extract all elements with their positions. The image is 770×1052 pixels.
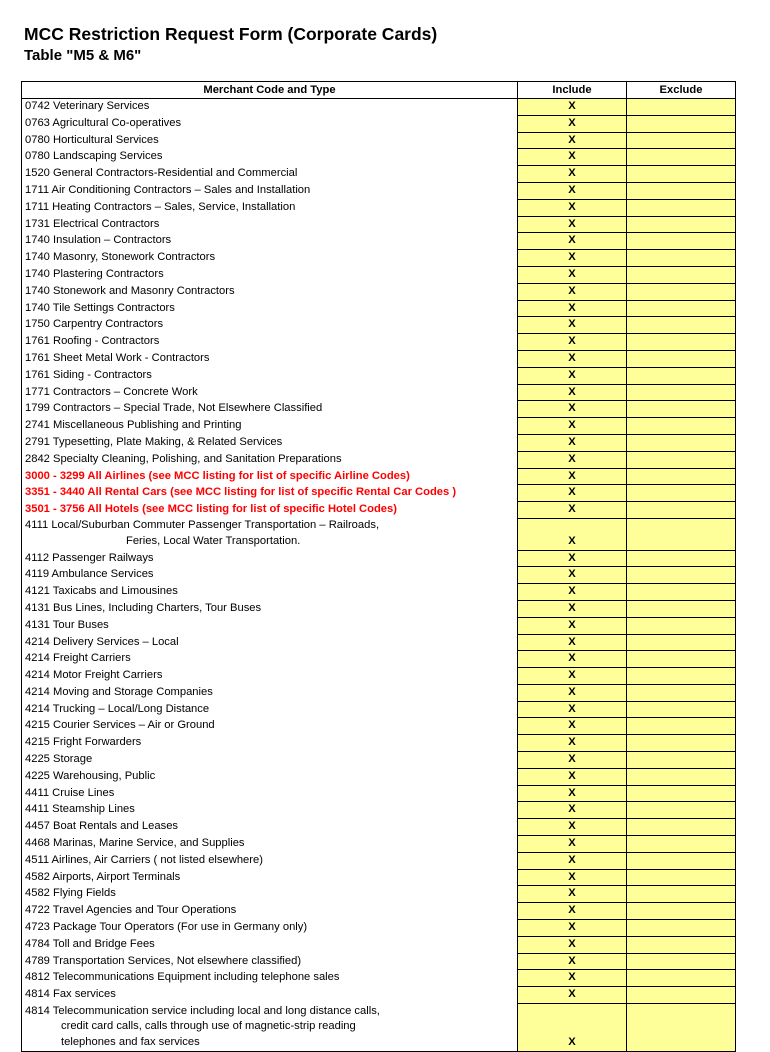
table-row [22, 987, 736, 1004]
include-checkbox-cell[interactable] [518, 132, 627, 149]
include-checkbox-cell[interactable] [518, 250, 627, 267]
merchant-code-line: 4814 Telecommunication service including local and long distance calls, [25, 1004, 380, 1017]
include-checkbox-cell[interactable] [518, 970, 627, 987]
merchant-code-cell: 3501 - 3756 All Hotels (see MCC listing for list of specific Hotel Codes) [22, 502, 518, 519]
exclude-checkbox-cell[interactable] [627, 149, 736, 166]
include-mark: X [568, 971, 576, 984]
include-checkbox-cell[interactable] [518, 451, 627, 468]
include-checkbox-cell[interactable] [518, 485, 627, 502]
merchant-code-cell: 4214 Moving and Storage Companies [22, 684, 518, 701]
include-mark: X [568, 368, 576, 381]
include-checkbox-cell[interactable] [518, 550, 627, 567]
include-checkbox-cell[interactable] [518, 701, 627, 718]
include-checkbox-cell[interactable] [518, 182, 627, 199]
table-row [22, 768, 736, 785]
exclude-checkbox-cell[interactable] [627, 317, 736, 334]
table-row [22, 434, 736, 451]
exclude-checkbox-cell[interactable] [627, 819, 736, 836]
exclude-checkbox-cell[interactable] [627, 920, 736, 937]
table-row [22, 970, 736, 987]
table-subtitle: Table "M5 & M6" [24, 47, 142, 64]
include-checkbox-cell[interactable] [518, 651, 627, 668]
exclude-checkbox-cell[interactable] [627, 182, 736, 199]
exclude-checkbox-cell[interactable] [627, 567, 736, 584]
include-mark: X [568, 803, 576, 816]
table-row [22, 350, 736, 367]
include-checkbox-cell[interactable] [518, 149, 627, 166]
form-title: MCC Restriction Request Form (Corporate Cards) [24, 24, 438, 44]
table-row [22, 701, 736, 718]
table-row [22, 468, 736, 485]
include-checkbox-cell[interactable] [518, 99, 627, 116]
exclude-checkbox-cell[interactable] [627, 718, 736, 735]
include-checkbox-cell[interactable] [518, 752, 627, 769]
include-checkbox-cell[interactable] [518, 166, 627, 183]
include-checkbox-cell[interactable] [518, 418, 627, 435]
include-mark: X [568, 251, 576, 264]
exclude-checkbox-cell[interactable] [627, 600, 736, 617]
merchant-code-cell [22, 518, 518, 550]
table-row [22, 199, 736, 216]
merchant-code-cell: 1731 Electrical Contractors [22, 216, 518, 233]
include-mark: X [568, 820, 576, 833]
exclude-checkbox-cell[interactable] [627, 502, 736, 519]
merchant-code-line: telephones and fax services [61, 1036, 200, 1049]
merchant-code-cell: 4112 Passenger Railways [22, 550, 518, 567]
table-row [22, 518, 736, 550]
merchant-code-cell: 1761 Siding - Contractors [22, 367, 518, 384]
include-mark: X [568, 402, 576, 415]
merchant-code-line: 4111 Local/Suburban Commuter Passenger Transportation – Railroads, [25, 519, 380, 532]
include-checkbox-cell[interactable] [518, 283, 627, 300]
include-checkbox-cell[interactable] [518, 233, 627, 250]
exclude-checkbox-cell[interactable] [627, 199, 736, 216]
header-row [22, 82, 736, 99]
table-row [22, 418, 736, 435]
exclude-checkbox-cell[interactable] [627, 115, 736, 132]
exclude-checkbox-cell[interactable] [627, 550, 736, 567]
include-mark: X [568, 486, 576, 499]
merchant-code-cell: 4468 Marinas, Marine Service, and Supplies [22, 836, 518, 853]
include-mark: X [568, 702, 576, 715]
exclude-checkbox-cell[interactable] [627, 350, 736, 367]
include-mark: X [568, 234, 576, 247]
include-mark: X [568, 988, 576, 1001]
table-row [22, 819, 736, 836]
merchant-code-cell: 4784 Toll and Bridge Fees [22, 936, 518, 953]
table-row [22, 115, 736, 132]
table-row [22, 869, 736, 886]
include-mark: X [568, 452, 576, 465]
include-mark: X [568, 769, 576, 782]
include-mark: X [568, 685, 576, 698]
table-row [22, 600, 736, 617]
table-row [22, 132, 736, 149]
include-checkbox-cell[interactable] [518, 367, 627, 384]
exclude-checkbox-cell[interactable] [627, 166, 736, 183]
exclude-checkbox-cell[interactable] [627, 836, 736, 853]
include-checkbox-cell[interactable] [518, 317, 627, 334]
exclude-checkbox-cell[interactable] [627, 701, 736, 718]
merchant-code-cell: 4214 Motor Freight Carriers [22, 668, 518, 685]
include-checkbox-cell[interactable] [518, 735, 627, 752]
table-row [22, 684, 736, 701]
merchant-code-cell: 4582 Flying Fields [22, 886, 518, 903]
merchant-code-cell: 3000 - 3299 All Airlines (see MCC listing for list of specific Airline Codes) [22, 468, 518, 485]
merchant-code-cell: 1740 Masonry, Stonework Contractors [22, 250, 518, 267]
table-row [22, 953, 736, 970]
exclude-checkbox-cell[interactable] [627, 768, 736, 785]
table-row [22, 216, 736, 233]
merchant-code-line: credit card calls, calls through use of magnetic-strip reading [61, 1020, 356, 1033]
include-mark: X [568, 335, 576, 348]
include-checkbox-cell[interactable] [518, 518, 627, 550]
include-checkbox-cell[interactable] [518, 886, 627, 903]
merchant-code-cell: 2842 Specialty Cleaning, Polishing, and Sanitation Preparations [22, 451, 518, 468]
exclude-checkbox-cell[interactable] [627, 802, 736, 819]
include-mark: X [568, 669, 576, 682]
exclude-checkbox-cell[interactable] [627, 651, 736, 668]
include-checkbox-cell[interactable] [518, 115, 627, 132]
exclude-checkbox-cell[interactable] [627, 634, 736, 651]
include-mark: X [568, 385, 576, 398]
table-row [22, 317, 736, 334]
include-mark: X [568, 753, 576, 766]
include-mark: X [568, 217, 576, 230]
include-mark: X [568, 351, 576, 364]
exclude-checkbox-cell[interactable] [627, 970, 736, 987]
merchant-code-cell: 4411 Steamship Lines [22, 802, 518, 819]
merchant-code-cell: 4789 Transportation Services, Not elsewhere classified) [22, 953, 518, 970]
include-mark: X [568, 887, 576, 900]
merchant-code-line: Feries, Local Water Transportation. [126, 535, 301, 548]
exclude-checkbox-cell[interactable] [627, 987, 736, 1004]
exclude-checkbox-cell[interactable] [627, 684, 736, 701]
merchant-code-cell: 4131 Bus Lines, Including Charters, Tour Buses [22, 600, 518, 617]
exclude-checkbox-cell[interactable] [627, 283, 736, 300]
table-row [22, 802, 736, 819]
include-mark: X [568, 133, 576, 146]
include-checkbox-cell[interactable] [518, 852, 627, 869]
exclude-checkbox-cell[interactable] [627, 903, 736, 920]
include-checkbox-cell[interactable] [518, 768, 627, 785]
include-mark: X [568, 100, 576, 112]
include-checkbox-cell[interactable] [518, 903, 627, 920]
table-row [22, 550, 736, 567]
table-row [22, 651, 736, 668]
include-mark: X [568, 267, 576, 280]
include-mark: X [568, 551, 576, 564]
include-checkbox-cell[interactable] [518, 718, 627, 735]
merchant-code-cell: 2791 Typesetting, Plate Making, & Related Services [22, 434, 518, 451]
exclude-checkbox-cell[interactable] [627, 886, 736, 903]
exclude-checkbox-cell[interactable] [627, 367, 736, 384]
include-mark: X [568, 904, 576, 917]
include-mark: X [568, 837, 576, 850]
exclude-checkbox-cell[interactable] [627, 1004, 736, 1052]
include-checkbox-cell[interactable] [518, 617, 627, 634]
include-mark: X [568, 736, 576, 749]
include-checkbox-cell[interactable] [518, 600, 627, 617]
merchant-code-cell: 0763 Agricultural Co-operatives [22, 115, 518, 132]
exclude-checkbox-cell[interactable] [627, 434, 736, 451]
exclude-checkbox-cell[interactable] [627, 584, 736, 601]
table-row [22, 752, 736, 769]
merchant-code-cell: 4722 Travel Agencies and Tour Operations [22, 903, 518, 920]
merchant-code-cell: 1761 Sheet Metal Work - Contractors [22, 350, 518, 367]
include-checkbox-cell[interactable] [518, 819, 627, 836]
table-row [22, 502, 736, 519]
table-row [22, 367, 736, 384]
merchant-code-cell: 1740 Stonework and Masonry Contractors [22, 283, 518, 300]
table-row [22, 401, 736, 418]
include-mark: X [568, 1036, 576, 1049]
exclude-checkbox-cell[interactable] [627, 617, 736, 634]
include-mark: X [568, 853, 576, 866]
include-mark: X [568, 568, 576, 581]
exclude-checkbox-cell[interactable] [627, 233, 736, 250]
table-row [22, 836, 736, 853]
table-row [22, 300, 736, 317]
include-mark: X [568, 167, 576, 180]
exclude-checkbox-cell[interactable] [627, 99, 736, 116]
exclude-header: Exclude [627, 82, 736, 99]
table-row [22, 785, 736, 802]
exclude-checkbox-cell[interactable] [627, 300, 736, 317]
include-mark: X [568, 200, 576, 213]
exclude-checkbox-cell[interactable] [627, 266, 736, 283]
mcc-table [21, 81, 736, 1052]
merchant-code-cell: 4214 Freight Carriers [22, 651, 518, 668]
table-row [22, 166, 736, 183]
merchant-code-cell: 4411 Cruise Lines [22, 785, 518, 802]
include-checkbox-cell[interactable] [518, 300, 627, 317]
table-row [22, 334, 736, 351]
merchant-code-cell: 1711 Heating Contractors – Sales, Service, Installation [22, 199, 518, 216]
table-row [22, 920, 736, 937]
include-mark: X [568, 937, 576, 950]
merchant-code-cell: 4131 Tour Buses [22, 617, 518, 634]
exclude-checkbox-cell[interactable] [627, 401, 736, 418]
include-mark: X [568, 719, 576, 732]
include-checkbox-cell[interactable] [518, 634, 627, 651]
exclude-checkbox-cell[interactable] [627, 250, 736, 267]
table-row [22, 451, 736, 468]
include-checkbox-cell[interactable] [518, 434, 627, 451]
table-row [22, 99, 736, 116]
exclude-checkbox-cell[interactable] [627, 869, 736, 886]
include-checkbox-cell[interactable] [518, 199, 627, 216]
include-mark: X [568, 585, 576, 598]
exclude-checkbox-cell[interactable] [627, 485, 736, 502]
exclude-checkbox-cell[interactable] [627, 468, 736, 485]
include-checkbox-cell[interactable] [518, 216, 627, 233]
merchant-code-cell: 1771 Contractors – Concrete Work [22, 384, 518, 401]
table-row [22, 584, 736, 601]
exclude-checkbox-cell[interactable] [627, 668, 736, 685]
include-checkbox-cell[interactable] [518, 334, 627, 351]
exclude-checkbox-cell[interactable] [627, 216, 736, 233]
include-checkbox-cell[interactable] [518, 350, 627, 367]
include-mark: X [568, 954, 576, 967]
include-mark: X [568, 635, 576, 648]
include-mark: X [568, 652, 576, 665]
table-row [22, 718, 736, 735]
include-checkbox-cell[interactable] [518, 468, 627, 485]
table-row [22, 936, 736, 953]
merchant-code-cell: 4582 Airports, Airport Terminals [22, 869, 518, 886]
merchant-code-cell: 0780 Landscaping Services [22, 149, 518, 166]
exclude-checkbox-cell[interactable] [627, 418, 736, 435]
include-mark: X [568, 534, 576, 547]
merchant-code-cell: 0742 Veterinary Services [22, 99, 518, 116]
merchant-code-cell: 2741 Miscellaneous Publishing and Printing [22, 418, 518, 435]
table-row [22, 283, 736, 300]
merchant-code-cell: 1740 Insulation – Contractors [22, 233, 518, 250]
merchant-code-cell: 4814 Fax services [22, 987, 518, 1004]
include-checkbox-cell[interactable] [518, 684, 627, 701]
include-checkbox-cell[interactable] [518, 936, 627, 953]
merchant-code-cell: 4121 Taxicabs and Limousines [22, 584, 518, 601]
merchant-code-cell: 4225 Storage [22, 752, 518, 769]
include-mark: X [568, 183, 576, 196]
merchant-code-cell: 1711 Air Conditioning Contractors – Sales and Installation [22, 182, 518, 199]
exclude-checkbox-cell[interactable] [627, 785, 736, 802]
exclude-checkbox-cell[interactable] [627, 334, 736, 351]
include-checkbox-cell[interactable] [518, 384, 627, 401]
include-checkbox-cell[interactable] [518, 953, 627, 970]
table-row [22, 1004, 736, 1052]
table-row [22, 886, 736, 903]
include-mark: X [568, 318, 576, 331]
merchant-code-cell: 1740 Plastering Contractors [22, 266, 518, 283]
table-row [22, 250, 736, 267]
include-checkbox-cell[interactable] [518, 802, 627, 819]
merchant-code-cell: 4511 Airlines, Air Carriers ( not listed elsewhere) [22, 852, 518, 869]
include-checkbox-cell[interactable] [518, 836, 627, 853]
merchant-code-cell: 4215 Courier Services – Air or Ground [22, 718, 518, 735]
merchant-code-cell: 4214 Trucking – Local/Long Distance [22, 701, 518, 718]
table-row [22, 233, 736, 250]
include-checkbox-cell[interactable] [518, 266, 627, 283]
table-row [22, 634, 736, 651]
table-row [22, 852, 736, 869]
merchant-code-cell: 3351 - 3440 All Rental Cars (see MCC listing for list of specific Rental Car Codes ) [22, 485, 518, 502]
include-checkbox-cell[interactable] [518, 401, 627, 418]
include-mark: X [568, 921, 576, 934]
merchant-code-cell: 4225 Warehousing, Public [22, 768, 518, 785]
merchant-code-cell: 4214 Delivery Services – Local [22, 634, 518, 651]
merchant-code-cell: 1799 Contractors – Special Trade, Not Elsewhere Classified [22, 401, 518, 418]
include-mark: X [568, 301, 576, 314]
table-row [22, 384, 736, 401]
merchant-code-cell: 0780 Horticultural Services [22, 132, 518, 149]
merchant-code-cell: 1750 Carpentry Contractors [22, 317, 518, 334]
include-header: Include [518, 82, 627, 99]
table-row [22, 149, 736, 166]
include-mark: X [568, 618, 576, 631]
include-mark: X [568, 150, 576, 163]
include-mark: X [568, 786, 576, 799]
exclude-checkbox-cell[interactable] [627, 384, 736, 401]
include-checkbox-cell[interactable] [518, 567, 627, 584]
merchant-code-cell: 4723 Package Tour Operators (For use in Germany only) [22, 920, 518, 937]
table-row [22, 668, 736, 685]
include-checkbox-cell[interactable] [518, 502, 627, 519]
merchant-code-cell [22, 1004, 518, 1052]
merchant-code-cell: 4215 Fright Forwarders [22, 735, 518, 752]
include-checkbox-cell[interactable] [518, 987, 627, 1004]
include-mark: X [568, 601, 576, 614]
exclude-checkbox-cell[interactable] [627, 953, 736, 970]
include-checkbox-cell[interactable] [518, 920, 627, 937]
merchant-code-cell: 4812 Telecommunications Equipment including telephone sales [22, 970, 518, 987]
include-mark: X [568, 503, 576, 516]
include-checkbox-cell[interactable] [518, 1004, 627, 1052]
merchant-code-cell: 4119 Ambulance Services [22, 567, 518, 584]
include-mark: X [568, 284, 576, 297]
include-checkbox-cell[interactable] [518, 584, 627, 601]
merchant-code-cell: 4457 Boat Rentals and Leases [22, 819, 518, 836]
include-mark: X [568, 116, 576, 129]
exclude-checkbox-cell[interactable] [627, 936, 736, 953]
exclude-checkbox-cell[interactable] [627, 852, 736, 869]
exclude-checkbox-cell[interactable] [627, 132, 736, 149]
exclude-checkbox-cell[interactable] [627, 752, 736, 769]
include-mark: X [568, 870, 576, 883]
merchant-code-cell: 1740 Tile Settings Contractors [22, 300, 518, 317]
exclude-checkbox-cell[interactable] [627, 518, 736, 550]
merchant-code-cell: 1761 Roofing - Contractors [22, 334, 518, 351]
table-row [22, 266, 736, 283]
include-checkbox-cell[interactable] [518, 785, 627, 802]
include-mark: X [568, 435, 576, 448]
include-mark: X [568, 419, 576, 432]
table-row [22, 617, 736, 634]
exclude-checkbox-cell[interactable] [627, 451, 736, 468]
include-checkbox-cell[interactable] [518, 668, 627, 685]
table-row [22, 485, 736, 502]
merchant-code-cell: 1520 General Contractors-Residential and Commercial [22, 166, 518, 183]
merchant-code-header: Merchant Code and Type [22, 82, 518, 99]
table-row [22, 903, 736, 920]
include-mark: X [568, 469, 576, 482]
table-row [22, 567, 736, 584]
table-row [22, 735, 736, 752]
include-checkbox-cell[interactable] [518, 869, 627, 886]
table-row [22, 182, 736, 199]
exclude-checkbox-cell[interactable] [627, 735, 736, 752]
